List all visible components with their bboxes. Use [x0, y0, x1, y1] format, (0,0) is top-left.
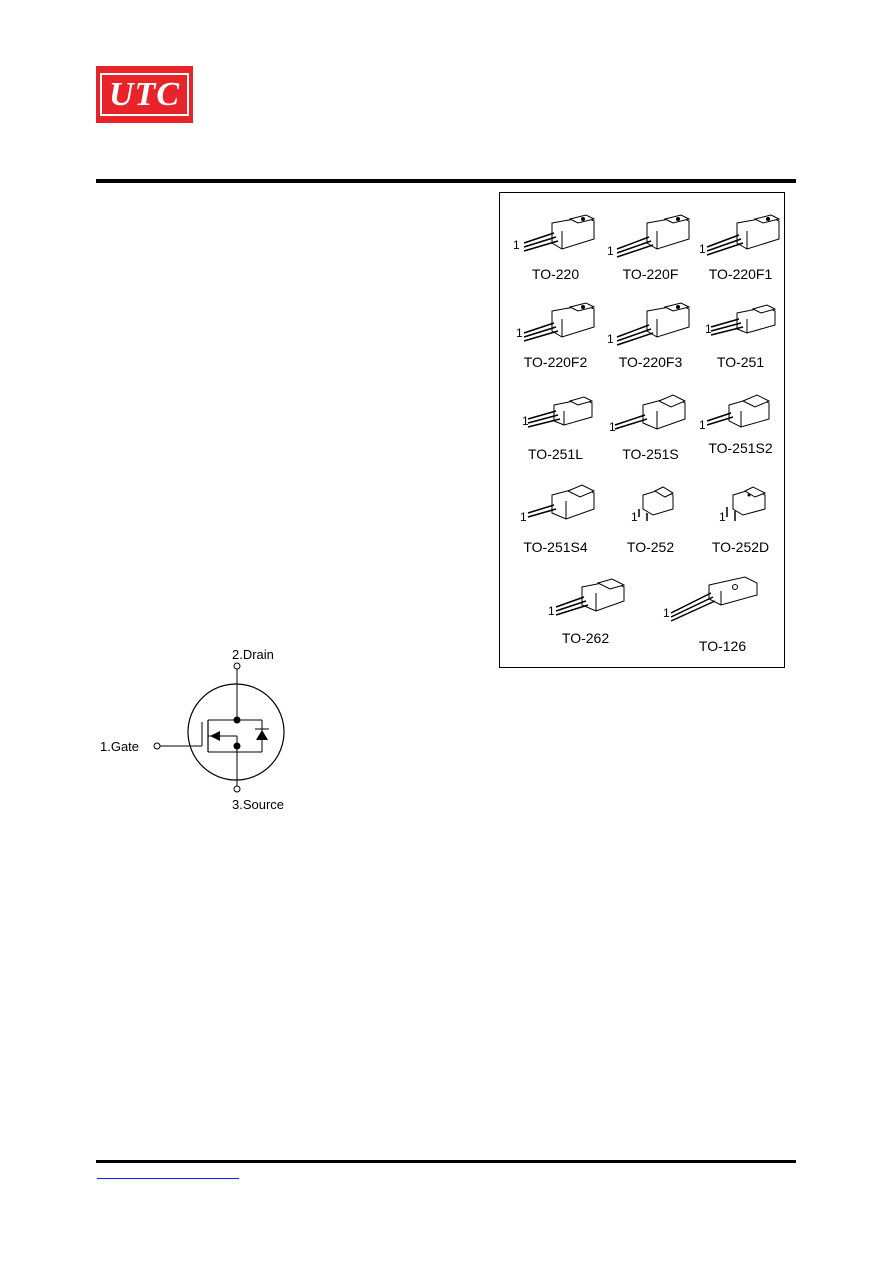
package-to-220f1	[693, 209, 788, 293]
pin-one-label: 1	[705, 322, 712, 336]
package-label: TO-251L	[528, 446, 583, 462]
package-outline-box	[499, 192, 785, 668]
pin-one-label: 1	[548, 604, 555, 618]
to-252-package-icon	[603, 481, 698, 541]
package-to-220f2	[508, 297, 603, 381]
footer-website-link[interactable]	[97, 1169, 239, 1179]
to-220f1-package-icon	[693, 209, 788, 269]
drain-label: 2.Drain	[232, 647, 274, 662]
package-to-251s4	[508, 481, 603, 565]
to-220-package-icon	[508, 209, 603, 269]
package-to-251	[693, 297, 788, 381]
to-220f3-package-icon	[603, 297, 698, 357]
to-262-package-icon	[538, 573, 633, 633]
header-rule	[96, 179, 796, 183]
package-label: TO-220	[531, 266, 580, 282]
to-220f-package-icon	[603, 209, 698, 269]
package-label: TO-251S	[622, 446, 679, 462]
package-label: TO-220F2	[523, 354, 588, 370]
pin-one-label: 1	[699, 418, 706, 432]
package-to-251s2	[693, 389, 788, 473]
package-to-220f	[603, 209, 698, 293]
pin-one-label: 1	[607, 244, 614, 258]
gate-label: 1.Gate	[100, 739, 140, 754]
to-251s-package-icon	[603, 389, 698, 449]
pin-one-label: 1	[663, 606, 670, 620]
package-label: TO-262	[561, 630, 610, 646]
source-label: 3.Source	[232, 797, 285, 812]
pin-one-label: 1	[513, 238, 520, 252]
package-to-220	[508, 209, 603, 293]
pin-one-label: 1	[631, 510, 638, 524]
pin-one-label: 1	[607, 332, 614, 346]
package-label: TO-220F1	[708, 266, 773, 282]
package-label: TO-252	[626, 539, 675, 555]
package-label: TO-220F3	[618, 354, 683, 370]
pin-one-label: 1	[522, 414, 529, 428]
logo-frame	[100, 73, 189, 116]
package-to-252	[603, 481, 698, 565]
package-label: TO-126	[698, 638, 747, 654]
to-252d-package-icon	[693, 481, 788, 541]
package-label: TO-251S4	[523, 539, 588, 555]
mosfet-schematic	[96, 640, 326, 820]
pin-one-label: 1	[516, 326, 523, 340]
package-label: TO-220F	[622, 266, 679, 282]
package-label: TO-251	[716, 354, 765, 370]
pin-one-label: 1	[609, 420, 616, 434]
to-126-package-icon	[665, 573, 760, 633]
package-to-126	[665, 573, 760, 657]
mosfet-symbol-icon	[96, 640, 326, 820]
pin-one-label: 1	[520, 510, 527, 524]
package-to-251l	[508, 389, 603, 473]
footer-rule	[96, 1160, 796, 1163]
utc-logo	[96, 66, 193, 123]
pin-one-label: 1	[699, 242, 706, 256]
package-to-262	[538, 573, 633, 657]
pin-one-label: 1	[719, 510, 726, 524]
package-label: TO-251S2	[708, 440, 773, 456]
package-label: TO-252D	[711, 539, 770, 555]
logo-text: UTC	[109, 75, 180, 113]
package-to-251s	[603, 389, 698, 473]
package-to-220f3	[603, 297, 698, 381]
package-to-252d	[693, 481, 788, 565]
